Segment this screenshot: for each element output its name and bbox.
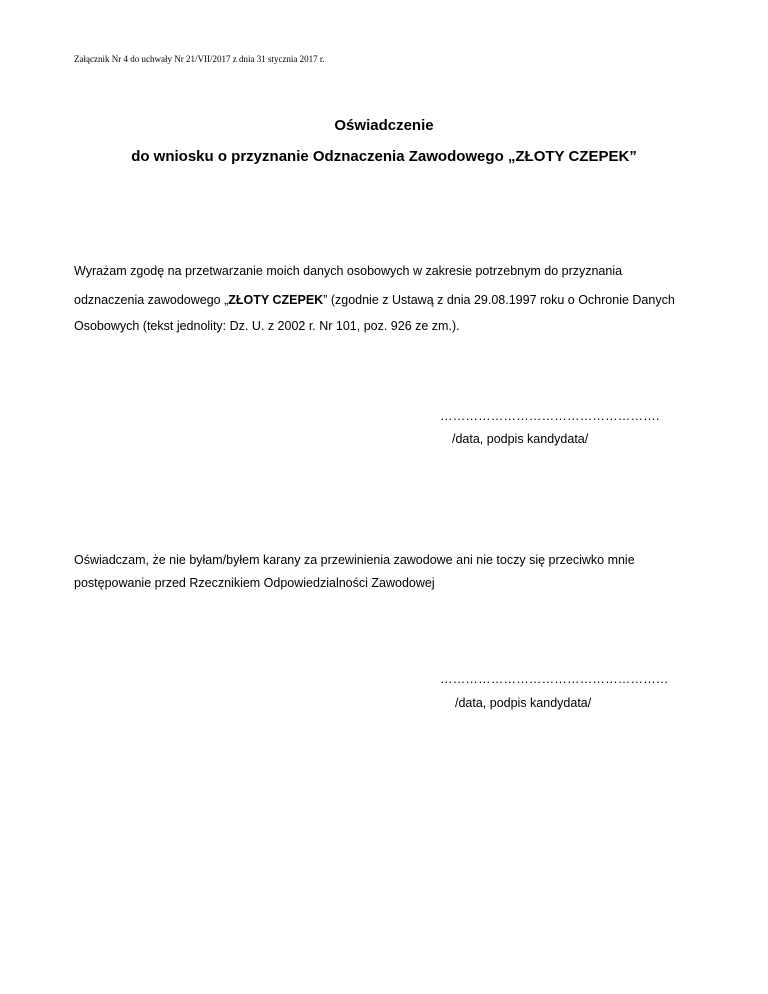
document-subtitle: do wniosku o przyznanie Odznaczenia Zawodowego „ZŁOTY CZEPEK” (131, 148, 637, 165)
award-name: ZŁOTY CZEPEK (228, 293, 324, 307)
consent-line-1: Wyrażam zgodę na przetwarzanie moich danych osobowych w zakresie potrzebnym do przyznania (74, 264, 623, 278)
signature-line-2: ……………………………………………… (440, 672, 669, 686)
consent-line-3: Osobowych (tekst jednolity: Dz. U. z 2002 r. Nr 101, poz. 926 ze zm.). (74, 319, 460, 333)
signature-label-2: /data, podpis kandydata/ (455, 696, 592, 710)
consent-line-2-end: ” (zgodnie z Ustawą z dnia 29.08.1997 roku o Ochronie Danych (323, 293, 675, 307)
declaration-line-1: Oświadczam, że nie byłam/byłem karany za przewinienia zawodowe ani nie toczy się przeciwko mnie (74, 553, 635, 567)
signature-line-1: ……………………………………………. (440, 409, 660, 423)
annex-note: Załącznik Nr 4 do uchwały Nr 21/VII/2017 z dnia 31 stycznia 2017 r. (74, 54, 325, 64)
signature-label-1: /data, podpis kandydata/ (452, 432, 589, 446)
declaration-line-2: postępowanie przed Rzecznikiem Odpowiedzialności Zawodowej (74, 576, 435, 590)
document-title: Oświadczenie (334, 117, 434, 134)
consent-line-2 (74, 293, 675, 307)
consent-line-2-start: odznaczenia zawodowego „ (74, 293, 229, 307)
